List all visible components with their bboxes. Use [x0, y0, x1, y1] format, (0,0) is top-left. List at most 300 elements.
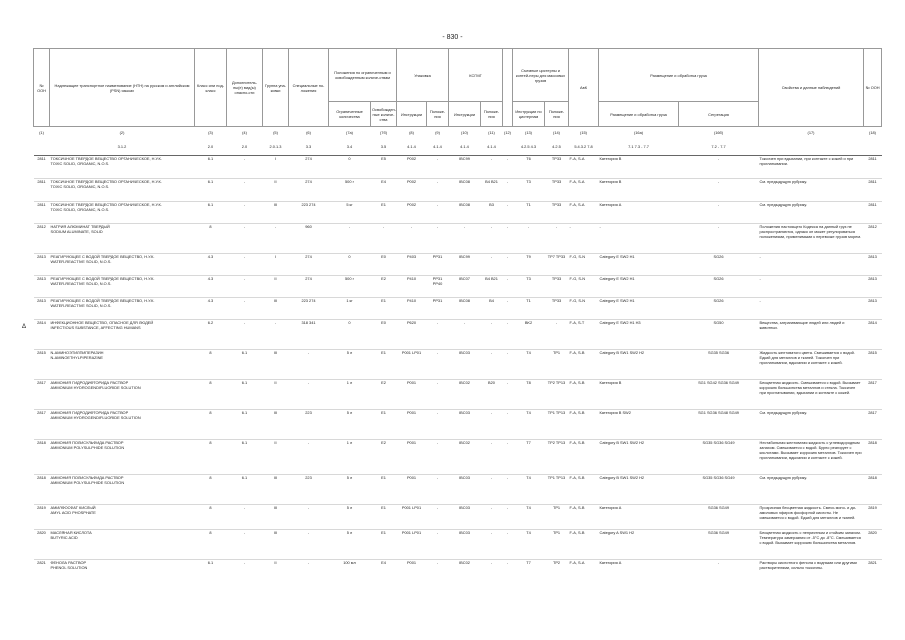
subsidiary-cell: 6.1	[227, 475, 263, 505]
ibc-instruction-cell: IBC02	[449, 560, 481, 582]
name-ru: АМИЛФОСФАТ КИСЛЫЙ	[50, 505, 96, 510]
packing-instruction-cell: P410	[397, 276, 427, 298]
name-ru: N-АМИНОЭТИЛПИПЕРАЗИН	[50, 350, 104, 355]
properties-cell: Прозрачная бесцветная жидкость. Смесь моно- и ди-амиловых эфиров фосфорной кислоты. Не смешивается с водой. Едкий для металлов и тканей.	[759, 505, 864, 530]
ibc-instruction-cell: IBC03	[449, 350, 481, 380]
class-cell: 6.2	[195, 320, 227, 350]
header-tank-instructions: Инструкции по цистернам	[513, 102, 545, 127]
un-number-right-cell: 2819	[864, 505, 882, 530]
packing-instruction-cell: -	[397, 224, 427, 254]
ibc-provision-cell: -	[481, 410, 503, 440]
subsidiary-cell: -	[227, 560, 263, 582]
stowage-cell: Категория A	[599, 202, 679, 224]
name-en: TOXIC SOLID, ORGANIC, N.O.S.	[50, 161, 110, 166]
class-cell: 8	[195, 505, 227, 530]
excepted-qty-cell: -	[371, 224, 397, 254]
tank-instruction-cell: BK2	[513, 320, 545, 350]
segregation-cell: SG36 SG49	[679, 530, 759, 560]
packing-provision-cell: -	[427, 505, 449, 530]
limited-qty-cell: 0	[329, 254, 371, 276]
column-12-cell: -	[503, 179, 513, 202]
table-header	[34, 49, 882, 156]
limited-qty-cell: 0	[329, 156, 371, 179]
packing-group-cell: III	[263, 202, 289, 224]
ems-cell: F-G, S-N	[569, 298, 599, 320]
header-ibc-instructions: Инструкции	[449, 102, 481, 127]
header-ems: АвК	[569, 49, 599, 127]
column-12-cell: -	[503, 410, 513, 440]
ems-cell: F-A, S-A	[569, 560, 599, 582]
packing-instruction-cell: P403	[397, 254, 427, 276]
properties-cell: Токсичен при вдыхании, при контакте с кожей и при проглатывании.	[759, 156, 864, 179]
stowage-cell: Category B SW1 SW2 H2	[599, 440, 679, 475]
packing-group-cell: III	[263, 350, 289, 380]
column-number: (11)	[488, 129, 495, 135]
class-cell: 8	[195, 475, 227, 505]
class-cell: 8	[195, 410, 227, 440]
packing-instruction-cell: P001	[397, 560, 427, 582]
subsidiary-cell: -	[227, 505, 263, 530]
limited-qty-cell: 0	[329, 320, 371, 350]
tank-provision-cell: TP33	[545, 179, 569, 202]
amendment-marker: Δ	[22, 323, 27, 330]
reference-cell: 4.2.5 4.3	[513, 137, 545, 156]
table-row	[34, 560, 882, 582]
tank-instruction-cell: T4	[513, 475, 545, 505]
properties-cell: См. предыдущую рубрику.	[759, 202, 864, 224]
name-ru: АММОНИЯ ГИДРОДИФТОРИДА РАСТВОР	[50, 380, 129, 385]
segregation-cell: SG26	[679, 298, 759, 320]
reference-cell: 2.0.1.3	[263, 137, 289, 156]
excepted-qty-cell: E1	[371, 298, 397, 320]
un-number-right-cell: 2813	[864, 254, 882, 276]
ibc-provision-cell: B4	[481, 298, 503, 320]
packing-provision-cell: -	[427, 156, 449, 179]
segregation-cell: SG35 SG36	[679, 350, 759, 380]
un-number-right-cell: 2817	[864, 380, 882, 410]
column-12-cell: -	[503, 440, 513, 475]
properties-cell: Бесцветная жидкость с неприятным и стойким запахом. Температура замерзания от -5°C до -8°C. Смешивается с водой. Вызывает коррозию большинства металлов.	[759, 530, 864, 560]
properties-cell: Бесцветная жидкость. Смешивается с водой. Вызывает коррозию большинства металлов и стекла. Токсичен при проглатывании, вдыхании и контакте с кожей.	[759, 380, 864, 410]
stowage-cell: Category E SW2 H1 H3	[599, 320, 679, 350]
segregation-cell: SG1 SG42 SG36 SG49	[679, 380, 759, 410]
packing-instruction-cell: P001 LP01	[397, 530, 427, 560]
segregation-cell: -	[679, 202, 759, 224]
packing-provision-cell: -	[427, 560, 449, 582]
packing-instruction-cell: P001	[397, 475, 427, 505]
name-ru: ФЕНОЛА РАСТВОР	[50, 560, 87, 565]
name-en: PHENOL SOLUTION	[50, 565, 88, 570]
segregation-cell: -	[679, 560, 759, 582]
class-cell: 4.3	[195, 298, 227, 320]
segregation-cell: SG35 SG36 SG49	[679, 440, 759, 475]
column-number: (7б)	[380, 129, 387, 135]
ibc-instruction-cell: IBC99	[449, 156, 481, 179]
segregation-cell: -	[679, 156, 759, 179]
packing-group-cell: II	[263, 276, 289, 298]
tank-instruction-cell: T4	[513, 530, 545, 560]
un-number-cell: 2812	[34, 224, 50, 254]
tank-provision-cell: -	[545, 320, 569, 350]
tank-provision-cell: TP2 TP13	[545, 440, 569, 475]
column-number: (8)	[409, 129, 414, 135]
name-ru: РЕАГИРУЮЩЕЕ С ВОДОЙ ТВЕРДОЕ ВЕЩЕСТВО, Н.У.К.	[50, 298, 155, 303]
column-number: (6)	[306, 129, 311, 135]
name-cell	[50, 410, 195, 440]
segregation-cell: -	[679, 179, 759, 202]
subsidiary-cell: -	[227, 224, 263, 254]
special-provisions-cell: 223 274	[289, 202, 329, 224]
class-cell: 6.1	[195, 560, 227, 582]
special-provisions-cell: 274	[289, 156, 329, 179]
ibc-instruction-cell: IBC03	[449, 530, 481, 560]
column-number: (3)	[208, 129, 213, 135]
tank-provision-cell: TP1	[545, 350, 569, 380]
special-provisions-cell: -	[289, 350, 329, 380]
properties-cell: См. предыдущую рубрику.	[759, 475, 864, 505]
packing-instruction-cell: P001	[397, 380, 427, 410]
subsidiary-cell: 6.1	[227, 410, 263, 440]
name-ru: ТОКСИЧНОЕ ТВЕРДОЕ ВЕЩЕСТВО ОРГАНИЧЕСКОЕ, Н.У.К.	[50, 179, 162, 184]
properties-cell: Растворы кислотного фенола с водными или другими растворителями, сильно токсичны.	[759, 560, 864, 582]
ems-cell: F-A, S-B	[569, 350, 599, 380]
un-number-right-cell: 2814	[864, 320, 882, 350]
name-cell	[50, 202, 195, 224]
column-number: (5)	[273, 129, 278, 135]
header-segregation: Сегрегация	[679, 102, 759, 127]
stowage-cell: Category A SW1 H2	[599, 530, 679, 560]
excepted-qty-cell: E0	[371, 254, 397, 276]
tank-instruction-cell: T7	[513, 560, 545, 582]
packing-instruction-cell: P001 LP01	[397, 350, 427, 380]
ibc-provision-cell: -	[481, 440, 503, 475]
header-tanks: Съемные цистерны и контей-неры для массовых грузов	[513, 49, 569, 102]
reference-cell: 7.1 7.3 - 7.7	[599, 137, 679, 156]
un-number-right-cell: 2811	[864, 202, 882, 224]
column-number: (10)	[461, 129, 468, 135]
name-cell	[50, 560, 195, 582]
name-en: AMMONIUM POLYSULPHIDE SOLUTION	[50, 445, 125, 450]
special-provisions-cell: -	[289, 505, 329, 530]
column-12-cell: -	[503, 298, 513, 320]
special-provisions-cell: 223	[289, 475, 329, 505]
un-number-cell: 2818	[34, 440, 50, 475]
reference-cell: 4.1.4	[481, 137, 503, 156]
name-en: AMMONIUM HYDROGENDIFLUORIDE SOLUTION	[50, 415, 141, 420]
reference-cell: 2.0	[227, 137, 263, 156]
excepted-qty-cell: E0	[371, 320, 397, 350]
tank-instruction-cell: T4	[513, 350, 545, 380]
column-12-cell: -	[503, 350, 513, 380]
un-number-cell: 2817	[34, 410, 50, 440]
packing-provision-cell: PP31	[427, 254, 449, 276]
packing-instruction-cell: P002	[397, 202, 427, 224]
un-number-right-cell: 2811	[864, 179, 882, 202]
name-ru: ИНФЕКЦИОННОЕ ВЕЩЕСТВО, ОПАСНОЕ ДЛЯ ЛЮДЕЙ	[50, 320, 154, 325]
packing-group-cell: III	[263, 410, 289, 440]
name-en: INFECTIOUS SUBSTANCE, AFFECTING HUMANS	[50, 325, 141, 330]
table-row	[34, 156, 882, 179]
un-number-cell: 2820	[34, 530, 50, 560]
tank-provision-cell: -	[545, 224, 569, 254]
column-12-cell: -	[503, 320, 513, 350]
class-cell: 6.1	[195, 156, 227, 179]
segregation-cell: -	[679, 224, 759, 254]
ems-cell: F-A, S-B	[569, 440, 599, 475]
un-number-right-cell: 2812	[864, 224, 882, 254]
header-limited-qty: Ограниченные количества	[329, 102, 371, 127]
ibc-provision-cell: -	[481, 156, 503, 179]
tank-provision-cell: TP2 TP13	[545, 380, 569, 410]
special-provisions-cell: -	[289, 380, 329, 410]
name-en: AMMONIUM POLYSULPHIDE SOLUTION	[50, 480, 125, 485]
limited-qty-cell: 1 кг	[329, 298, 371, 320]
header-packing-group: Группа упа-ковки	[263, 49, 289, 127]
un-number-right-cell: 2820	[864, 530, 882, 560]
name-cell	[50, 350, 195, 380]
packing-instruction-cell: P002	[397, 156, 427, 179]
limited-qty-cell: 5 л	[329, 505, 371, 530]
header-stowage: Размещение и обработка груза	[599, 49, 759, 102]
ibc-instruction-cell: IBC03	[449, 410, 481, 440]
ems-cell: -	[569, 224, 599, 254]
name-ru: РЕАГИРУЮЩЕЕ С ВОДОЙ ТВЕРДОЕ ВЕЩЕСТВО, Н.У.К.	[50, 254, 155, 259]
properties-cell: См. предыдущую рубрику.	[759, 179, 864, 202]
ibc-provision-cell: -	[481, 475, 503, 505]
limited-qty-cell: 5 кг	[329, 202, 371, 224]
name-ru: АММОНИЯ ГИДРОДИФТОРИДА РАСТВОР	[50, 410, 129, 415]
ems-cell: F-A, S-A	[569, 179, 599, 202]
un-number-right-cell: 2815	[864, 350, 882, 380]
excepted-qty-cell: E1	[371, 350, 397, 380]
ibc-instruction-cell: IBC08	[449, 179, 481, 202]
table-row	[34, 475, 882, 505]
segregation-cell: SG26	[679, 254, 759, 276]
subsidiary-cell: -	[227, 298, 263, 320]
packing-group-cell: III	[263, 475, 289, 505]
segregation-cell: SG50	[679, 320, 759, 350]
subsidiary-cell: -	[227, 179, 263, 202]
packing-group-cell: II	[263, 440, 289, 475]
un-number-cell: 2821	[34, 560, 50, 582]
dangerous-goods-table	[33, 48, 882, 582]
ibc-provision-cell: B4 B21	[481, 276, 503, 298]
table-row	[34, 350, 882, 380]
un-number-cell: 2813	[34, 298, 50, 320]
name-en: AMYL ACID PHOSPHATE	[50, 510, 96, 515]
header-class: Класс или под-класс	[195, 49, 227, 127]
excepted-qty-cell: E1	[371, 475, 397, 505]
reference-cell: 4.1.4	[427, 137, 449, 156]
subsidiary-cell: -	[227, 156, 263, 179]
reference-row	[34, 137, 882, 156]
ibc-provision-cell: -	[481, 560, 503, 582]
name-ru: ТОКСИЧНОЕ ТВЕРДОЕ ВЕЩЕСТВО ОРГАНИЧЕСКОЕ, Н.У.К.	[50, 202, 162, 207]
subsidiary-cell: -	[227, 276, 263, 298]
special-provisions-cell: 274	[289, 179, 329, 202]
subsidiary-cell: -	[227, 530, 263, 560]
column-number: (13)	[525, 129, 532, 135]
page-number: - 830 -	[442, 34, 463, 41]
name-cell	[50, 380, 195, 410]
name-cell	[50, 254, 195, 276]
limited-qty-cell: -	[329, 224, 371, 254]
un-number-right-cell: 2818	[864, 440, 882, 475]
special-provisions-cell: 274	[289, 254, 329, 276]
packing-provision-cell: -	[427, 350, 449, 380]
ibc-instruction-cell: IBC03	[449, 475, 481, 505]
stowage-cell: Category E SW2 H1	[599, 276, 679, 298]
header-ibc-provisions: Положе-ния	[481, 102, 503, 127]
un-number-right-cell: 2813	[864, 298, 882, 320]
tank-provision-cell: TP33	[545, 298, 569, 320]
subsidiary-cell: -	[227, 320, 263, 350]
table-row	[34, 530, 882, 560]
name-cell	[50, 320, 195, 350]
un-number-cell: 2818	[34, 475, 50, 505]
limited-qty-cell: 1 л	[329, 440, 371, 475]
excepted-qty-cell: E4	[371, 560, 397, 582]
stowage-cell: Category B SW1 SW2 H2	[599, 475, 679, 505]
special-provisions-cell: 223 274	[289, 298, 329, 320]
name-cell	[50, 440, 195, 475]
packing-group-cell: I	[263, 254, 289, 276]
ibc-provision-cell: -	[481, 530, 503, 560]
class-cell: 6.1	[195, 179, 227, 202]
header-subsidiary: Дополнитель-ны(е) вид(ы) опасно-сти	[227, 49, 263, 127]
stowage-cell: Category E SW2 H1	[599, 298, 679, 320]
tank-instruction-cell: T4	[513, 410, 545, 440]
reference-cell: 7.2 - 7.7	[679, 137, 759, 156]
name-en: TOXIC SOLID, ORGANIC, N.O.S.	[50, 184, 110, 189]
column-number: (1)	[39, 129, 44, 135]
reference-cell: 5.4.3.2 7.8	[569, 137, 599, 156]
subsidiary-cell: 6.1	[227, 350, 263, 380]
tank-provision-cell: TP1 TP13	[545, 410, 569, 440]
un-number-right-cell: 2821	[864, 560, 882, 582]
un-number-cell: 2819	[34, 505, 50, 530]
ibc-provision-cell: -	[481, 254, 503, 276]
un-number-cell: 2811	[34, 156, 50, 179]
column-number: (7a)	[346, 129, 353, 135]
stowage-cell: Category E SW2 H1	[599, 254, 679, 276]
tank-provision-cell: TP33	[545, 156, 569, 179]
name-ru: НАТРИЯ АЛЮМИНАТ ТВЕРДЫЙ	[50, 224, 110, 229]
tank-provision-cell: TP1 TP13	[545, 475, 569, 505]
packing-provision-cell: -	[427, 202, 449, 224]
packing-provision-cell: -	[427, 380, 449, 410]
ems-cell: F-A, S-A	[569, 202, 599, 224]
un-number-right-cell: 2813	[864, 276, 882, 298]
properties-cell: Вещества, затрагивающие людей или людей и животных.	[759, 320, 864, 350]
packing-provision-cell: -	[427, 320, 449, 350]
name-en: AMMONIUM HYDROGENDIFLUORIDE SOLUTION	[50, 385, 141, 390]
column-12-cell: -	[503, 276, 513, 298]
table-row	[34, 254, 882, 276]
ibc-provision-cell: B4 B21	[481, 179, 503, 202]
subsidiary-cell: 6.1	[227, 440, 263, 475]
segregation-cell: SG35 SG36 SG49	[679, 475, 759, 505]
packing-instruction-cell: P001 LP01	[397, 505, 427, 530]
limited-qty-cell: 5 л	[329, 350, 371, 380]
table-row	[34, 202, 882, 224]
stowage-cell: Категория A	[599, 505, 679, 530]
tank-instruction-cell: -	[513, 224, 545, 254]
tank-instruction-cell: T1	[513, 298, 545, 320]
reference-cell: 4.2.5	[545, 137, 569, 156]
name-cell	[50, 475, 195, 505]
tank-provision-cell: TP33	[545, 202, 569, 224]
packing-instruction-cell: P620	[397, 320, 427, 350]
packing-provision-cell: PP31	[427, 298, 449, 320]
excepted-qty-cell: E1	[371, 530, 397, 560]
packing-group-cell: II	[263, 179, 289, 202]
column-number-row	[34, 127, 882, 138]
properties-cell: -	[759, 254, 864, 276]
table-row	[34, 298, 882, 320]
packing-group-cell: -	[263, 224, 289, 254]
limited-qty-cell: 5 л	[329, 475, 371, 505]
header-packing-provisions: Положе-ния	[427, 102, 449, 127]
header-ibc: КСГМГ	[449, 49, 503, 102]
table-row	[34, 505, 882, 530]
ibc-instruction-cell: IBC99	[449, 254, 481, 276]
segregation-cell: SG1 SG36 SG48 SG49	[679, 410, 759, 440]
name-en: WATER-REACTIVE SOLID, N.O.S.	[50, 303, 112, 308]
excepted-qty-cell: E1	[371, 202, 397, 224]
header-packing-instructions: Инструкции	[397, 102, 427, 127]
class-cell: 6.1	[195, 202, 227, 224]
ibc-instruction-cell: IBC08	[449, 298, 481, 320]
packing-group-cell: -	[263, 320, 289, 350]
packing-provision-cell: -	[427, 530, 449, 560]
name-en: WATER-REACTIVE SOLID, N.O.S.	[50, 259, 112, 264]
tank-instruction-cell: T6	[513, 156, 545, 179]
tank-instruction-cell: T3	[513, 276, 545, 298]
tank-provision-cell: TP33	[545, 276, 569, 298]
stowage-cell: -	[599, 224, 679, 254]
ems-cell: F-A, S-B	[569, 380, 599, 410]
class-cell: 8	[195, 224, 227, 254]
column-number: (15)	[580, 129, 587, 135]
properties-cell: Жидкость желтоватого цвета. Смешивается с водой. Едкий для металлов и тканей. Токсичен при проглатывании, вдыхании и контакте с кожей.	[759, 350, 864, 380]
name-en: SODIUM ALUMINATE, SOLID	[50, 229, 103, 234]
header-un-no: № ООН	[34, 49, 50, 127]
name-ru: АММОНИЯ ПОЛИСУЛЬФИДА РАСТВОР	[50, 440, 124, 445]
ems-cell: F-A, S-B	[569, 475, 599, 505]
packing-instruction-cell: P410	[397, 298, 427, 320]
packing-group-cell: III	[263, 505, 289, 530]
column-number: (2)	[119, 129, 125, 135]
segregation-cell: SG26	[679, 276, 759, 298]
ems-cell: F-A, S-B	[569, 505, 599, 530]
limited-qty-cell: 500 г	[329, 179, 371, 202]
ibc-provision-cell: B3	[481, 202, 503, 224]
column-12-cell: -	[503, 224, 513, 254]
stowage-cell: Category B SW1 SW2 H2	[599, 350, 679, 380]
tank-provision-cell: TP2	[545, 560, 569, 582]
packing-provision-cell: -	[427, 179, 449, 202]
name-cell	[50, 179, 195, 202]
limited-qty-cell: 500 г	[329, 276, 371, 298]
stowage-cell: Категория B SW2	[599, 410, 679, 440]
subsidiary-cell: 6.1	[227, 380, 263, 410]
un-number-right-cell: 2811	[864, 156, 882, 179]
packing-group-cell: III	[263, 298, 289, 320]
ibc-instruction-cell: IBC02	[449, 440, 481, 475]
column-number: (18)	[869, 129, 876, 135]
reference-cell: 4.1.4	[397, 137, 427, 156]
